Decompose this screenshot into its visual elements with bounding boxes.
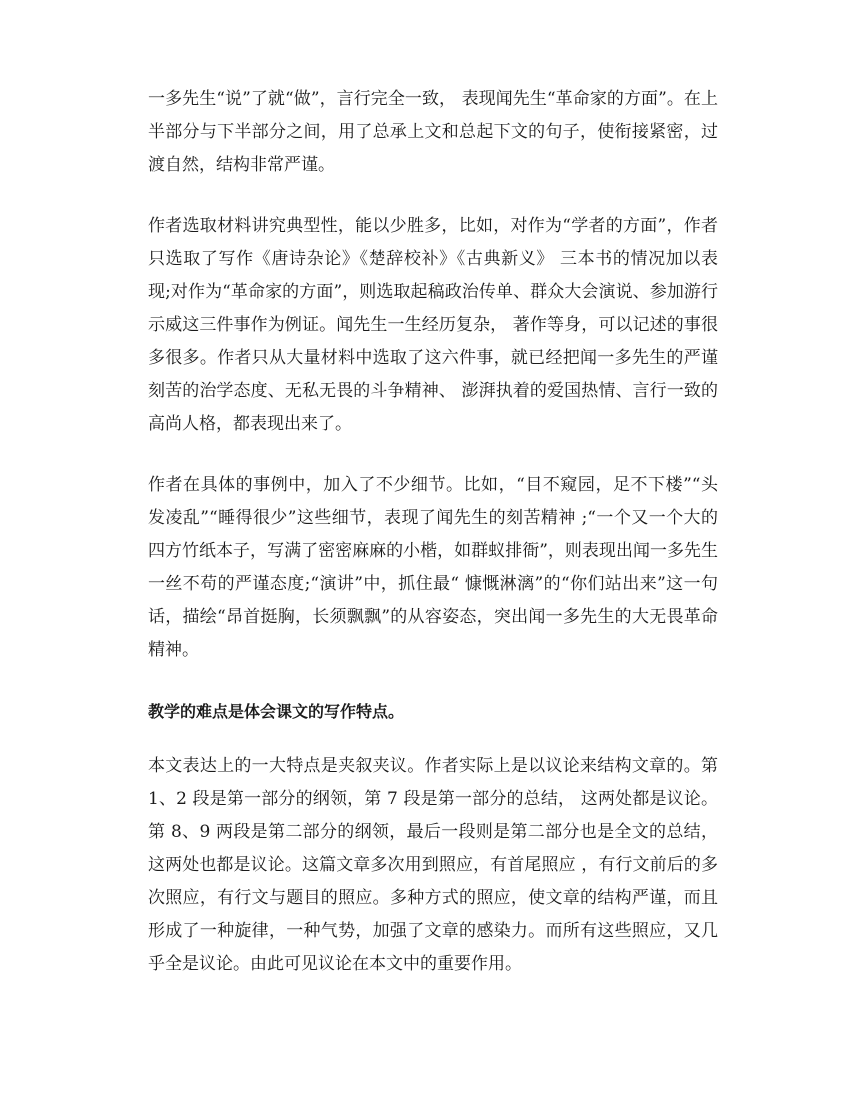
paragraph-1: 一多先生“说”了就“做”，言行完全一致， 表现闻先生“革命家的方面”。在上半部分与下半部分之间，用了总承上文和总起下文的句子，使衔接紧密，过渡自然，结构非常严谨。: [148, 89, 718, 175]
document-body: [148, 83, 718, 1009]
paragraph-3: 作者在具体的事例中，加入了不少细节。比如，“目不窥园，足不下楼”“头发凌乱”“睡得很少”这些细节，表现了闻先生的刻苦精神 ;“一个又一个大的四方竹纸本子，写满了密密麻麻的小楷，如群蚁排衙”，则表现出闻一多先生一丝不苟的严谨态度;“演讲”中，抓住最“ 慷慨淋漓”的“你们站出来”这一句话，描绘“昂首挺胸，长须飘飘”的从容姿态，突出闻一多先生的大无畏革命精神。: [148, 475, 718, 660]
paragraph-2: 作者选取材料讲究典型性，能以少胜多，比如，对作为“学者的方面”，作者只选取了写作《唐诗杂论》《楚辞校补》《古典新义》 三本书的情况加以表现;对作为“革命家的方面”，则选取起稿政治传单、群众大会演说、参加游行示威这三件事作为例证。闻先生一生经历复杂， 著作等身，可以记述的事很多很多。作者只从大量材料中选取了这六件事，就已经把闻一多先生的严谨刻苦的治学态度、无私无畏的斗争精神、 澎湃执着的爱国热情、言行一致的高尚人格，都表现出来了。: [148, 216, 718, 434]
paragraph-4: 本文表达上的一大特点是夹叙夹议。作者实际上是以议论来结构文章的。第 1、2 段是第一部分的纲领，第 7 段是第一部分的总结， 这两处都是议论。第 8、9 两段是第二部分的纲领，最后一段则是第二部分也是全文的总结，这两处也都是议论。这篇文章多次用到照应，有首尾照应 ，有行文前后的多次照应，有行文与题目的照应。多种方式的照应，使文章的结构严谨，而且形成了一种旋律，一种气势，加强了文章的感染力。而所有这些照应，又几乎全是议论。由此可见议论在本文中的重要作用。: [148, 756, 718, 974]
section-heading: 教学的难点是体会课文的写作特点。: [148, 702, 405, 721]
